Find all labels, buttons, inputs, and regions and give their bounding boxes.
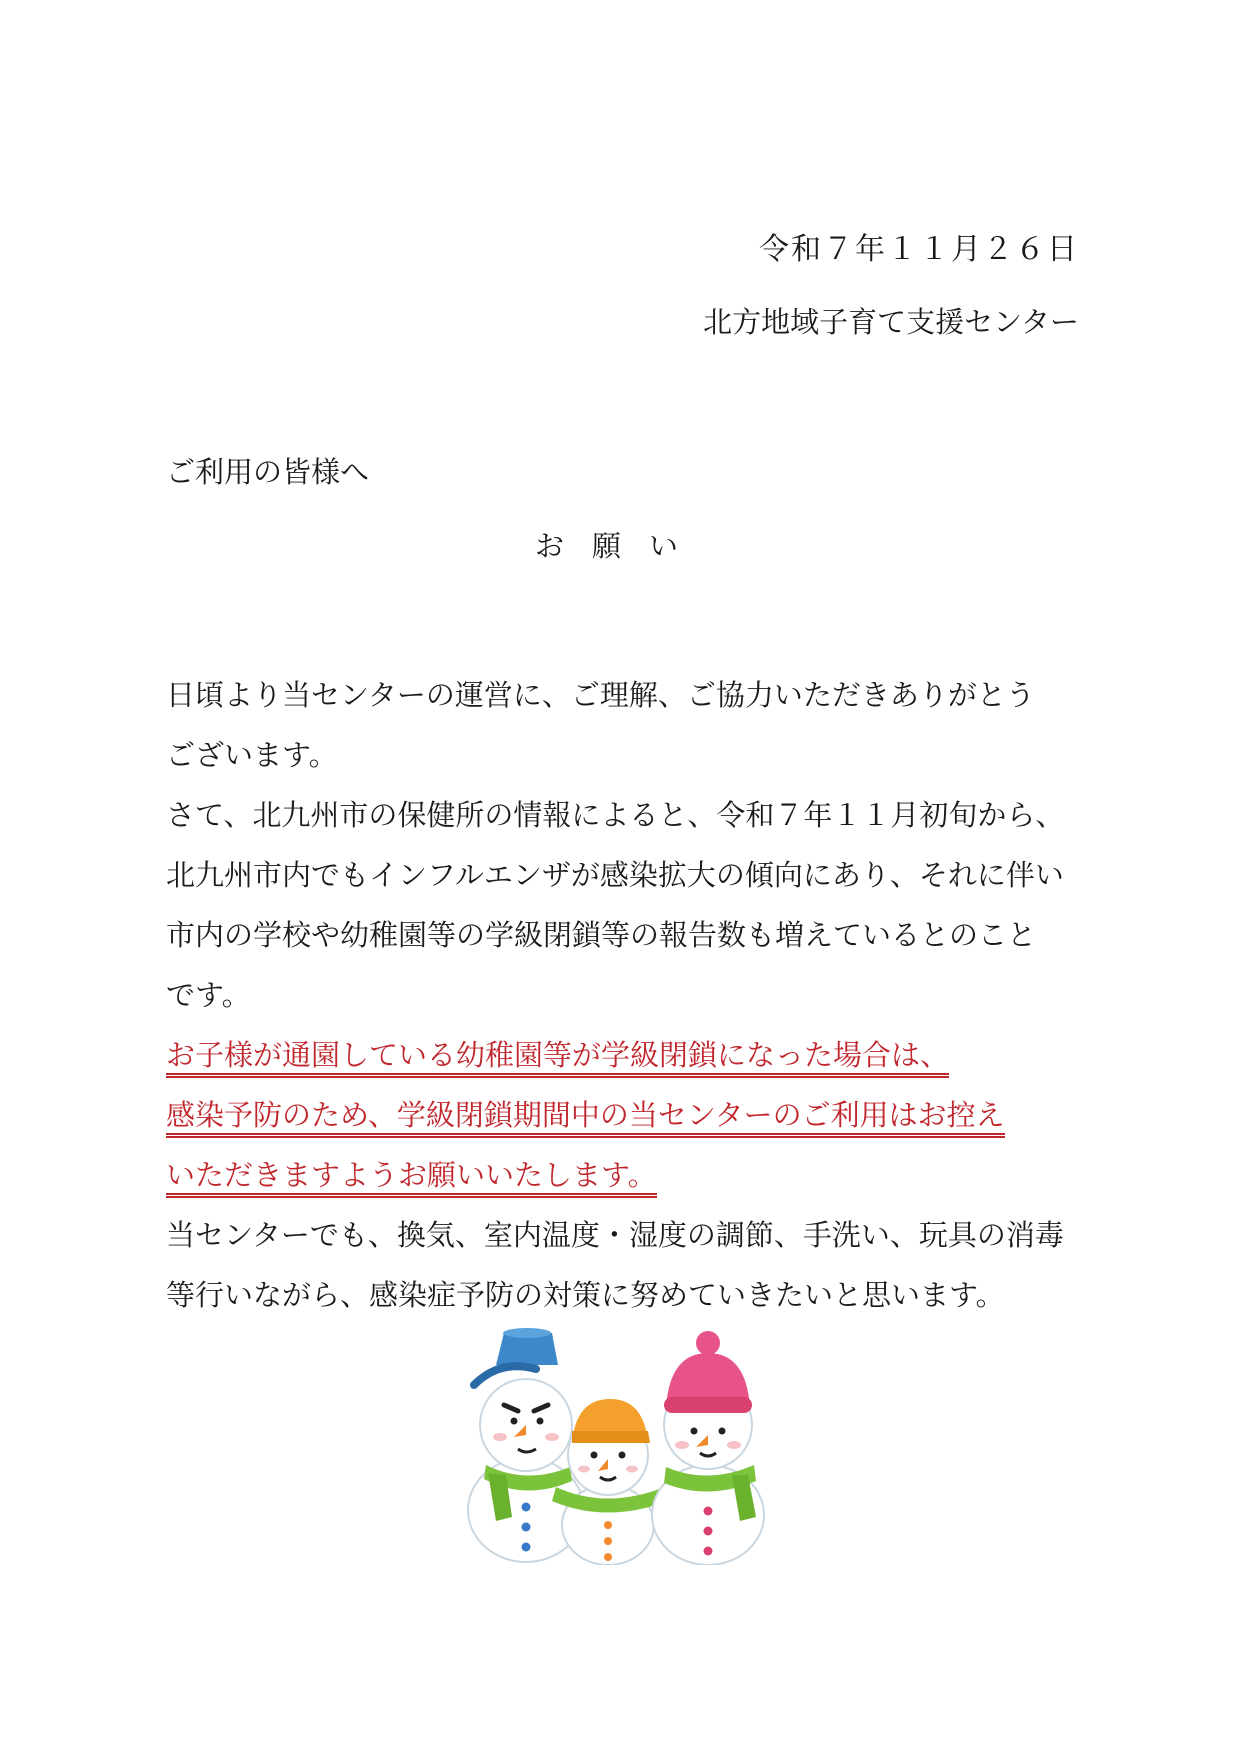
document-title: お願い (534, 529, 706, 563)
highlight-text: お子様が通園している幼稚園等が学級閉鎖になった場合は、 (166, 1038, 949, 1078)
highlight-line (166, 1145, 1086, 1205)
body-line: です。 (166, 978, 251, 1012)
snowman-right-icon (652, 1331, 764, 1565)
body-line: 日頃より当センターの運営に、ご理解、ご協力いただきありがとう (166, 678, 1035, 712)
body-line: さて、北九州市の保健所の情報によると、令和７年１１月初旬から、 (166, 798, 1065, 832)
body-line: 当センターでも、換気、室内温度・湿度の調節、手洗い、玩具の消毒 (166, 1218, 1064, 1252)
snowmen-illustration (460, 1325, 780, 1565)
sender-name: 北方地域子育て支援センター (703, 305, 1079, 339)
greeting: ご利用の皆様へ (166, 455, 370, 489)
document-date: 令和７年１１月２６日 (759, 232, 1079, 267)
highlight-line (166, 1025, 1086, 1085)
highlight-text: 感染予防のため、学級閉鎖期間中の当センターのご利用はお控え (166, 1098, 1005, 1138)
body-line: ございます。 (166, 738, 338, 772)
body-line: 市内の学校や幼稚園等の学級閉鎖等の報告数も増えているとのこと (166, 918, 1037, 952)
highlight-text: いただきますようお願いいたします。 (166, 1158, 657, 1198)
highlight-line (166, 1085, 1086, 1145)
body-line: 等行いながら、感染症予防の対策に努めていきたいと思います。 (166, 1278, 1005, 1312)
body-line: 北九州市内でもインフルエンザが感染拡大の傾向にあり、それに伴い (166, 858, 1064, 892)
body-text (166, 665, 1086, 1325)
